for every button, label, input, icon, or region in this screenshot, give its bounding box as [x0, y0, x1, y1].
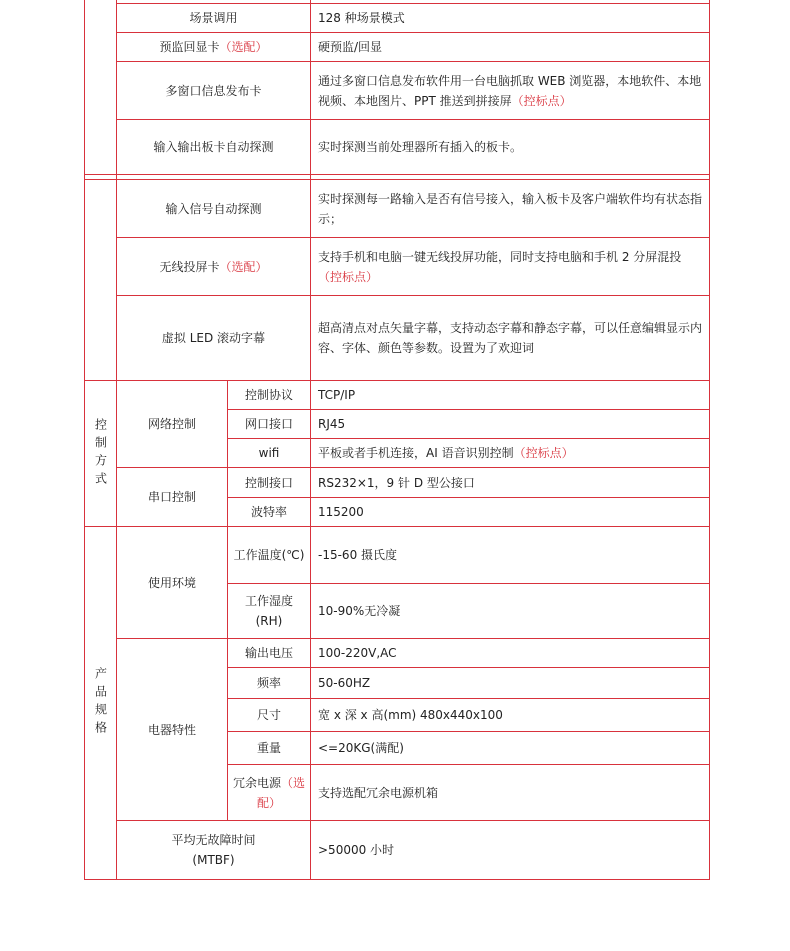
row-label-mtbf: 平均无故障时间(MTBF) [171, 833, 256, 867]
sub-label: 波特率 [250, 505, 287, 519]
row-value-mtbf: >50000 小时 [318, 843, 395, 857]
sub-value: 支持选配冗余电源机箱 [318, 785, 439, 800]
group-environment: 使用环境 [147, 575, 196, 590]
row-label: 输入输出板卡自动探测 [153, 140, 274, 154]
group-electric: 电器特性 [147, 722, 196, 737]
sub-value: RS232×1，9 针 D 型公接口 [318, 475, 475, 490]
sub-label: 控制协议 [244, 388, 293, 402]
sub-value: 115200 [318, 505, 364, 519]
sub-value: 50-60HZ [318, 676, 371, 690]
sub-label: 频率 [256, 676, 281, 690]
sub-value: TCP/IP [318, 388, 356, 402]
row-label: 场景调用 [189, 11, 238, 25]
row-value: 实时探测每一路输入是否有信号接入，输入板卡及客户端软件均有状态指示； [318, 191, 703, 226]
row-label: 输入信号自动探测 [165, 201, 262, 216]
row-value: 支持手机和电脑一键无线投屏功能，同时支持电脑和手机 2 分屏混投（控标点） [318, 249, 682, 284]
row-value: 超高清点对点矢量字幕，支持动态字幕和静态字幕，可以任意编辑显示内容、字体、颜色等参数。设置为了欢迎词 [318, 321, 703, 355]
table-border-right [709, 0, 710, 880]
sub-label: 输出电压 [244, 646, 293, 660]
row-value: 通过多窗口信息发布软件用一台电脑抓取 WEB 浏览器，本地软件、本地视频、本地图片、PPT 推送到拼接屏（控标点） [318, 73, 702, 108]
sub-label: wifi [258, 446, 280, 460]
category-spec: 产品规格 [93, 667, 108, 739]
section-divider [84, 174, 710, 175]
sub-value: RJ45 [318, 417, 346, 431]
row-label: 虚拟 LED 滚动字幕 [161, 331, 266, 345]
sub-value: -15-60 摄氏度 [318, 548, 398, 562]
sub-label: 网口接口 [244, 417, 293, 431]
row-label: 预监回显卡（选配） [159, 40, 268, 54]
sub-value: <=20KG(满配) [318, 741, 404, 755]
sub-label: 尺寸 [256, 708, 281, 722]
sub-label: 控制接口 [244, 475, 293, 490]
sub-label: 工作温度(℃) [233, 548, 305, 562]
row-label: 无线投屏卡（选配） [159, 259, 268, 274]
group-network: 网络控制 [147, 417, 196, 431]
spec-table [84, 0, 710, 880]
row-value: 硬预监/回显 [318, 40, 383, 54]
sub-label: 冗余电源（选配） [232, 775, 306, 810]
sub-value: 平板或者手机连接，AI 语音识别控制（控标点） [318, 446, 574, 460]
sub-label: 重量 [256, 741, 281, 755]
row-value: 实时探测当前处理器所有插入的板卡。 [318, 140, 523, 154]
row-label: 多窗口信息发布卡 [165, 83, 262, 98]
row-value: 128 种场景模式 [318, 11, 405, 25]
group-serial: 串口控制 [147, 490, 196, 504]
category-control: 控制方式 [93, 417, 108, 490]
table-border-bottom [84, 879, 710, 880]
sub-value: 10-90%无冷凝 [318, 604, 401, 618]
sub-label: 工作湿度(RH) [244, 594, 293, 628]
sub-value: 宽 x 深 x 高(mm) 480x440x100 [318, 708, 503, 722]
sub-value: 100-220V,AC [318, 646, 397, 660]
